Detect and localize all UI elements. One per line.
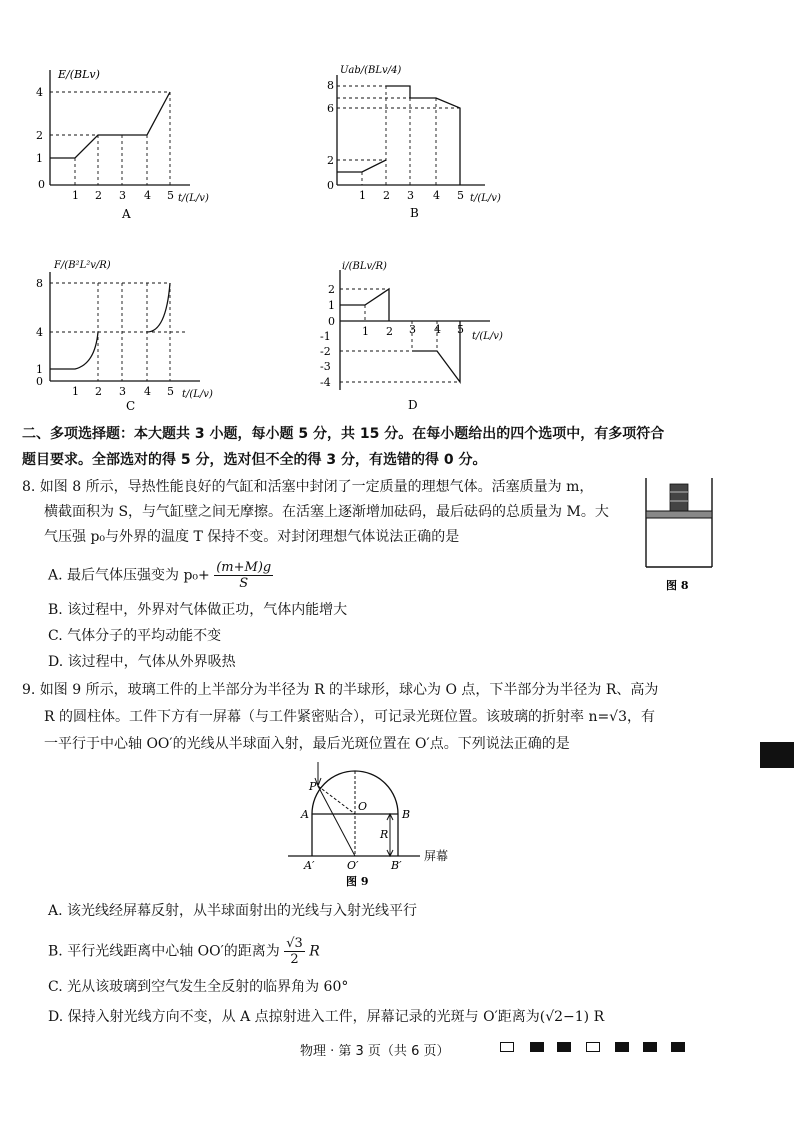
chart-a-ytick: 2 — [36, 129, 43, 142]
chart-a-ytick: 0 — [38, 178, 45, 191]
chart-d-ytick: 1 — [328, 299, 335, 312]
q8-option-d[interactable]: D. 该过程中，气体从外界吸热 — [48, 654, 236, 670]
figure-9-label: 图 9 — [346, 875, 369, 888]
chart-c-xlabel: t/(L/v) — [182, 389, 213, 400]
chart-a — [30, 60, 230, 225]
fraction-numerator: √3 — [286, 936, 303, 951]
chart-a-xtick: 2 — [95, 189, 102, 202]
section-heading: 二、多项选择题：本大题共 3 小题，每小题 5 分，共 15 分。在每小题给出的四个选项中，有多项符合 — [22, 426, 665, 442]
footer-mark-icon — [671, 1042, 685, 1052]
q8-stem: 8. 如图 8 所示，导热性能良好的气缸和活塞中封闭了一定质量的理想气体。活塞质量为 m， — [22, 479, 594, 495]
chart-d-xtick: 2 — [386, 325, 393, 338]
chart-b-xtick: 5 — [457, 189, 464, 202]
chart-b-xlabel: t/(L/v) — [470, 193, 501, 204]
q8-option-a-fraction — [214, 560, 273, 591]
chart-c-xtick: 5 — [167, 385, 174, 398]
chart-d-xtick: 5 — [457, 323, 464, 336]
q8-stem: 横截面积为 S，与气缸壁之间无摩擦。在活塞上逐渐增加砝码，最后砝码的总质量为 M。大 — [44, 504, 609, 520]
q9-option-b-unit: R — [309, 943, 320, 960]
chart-c-xtick: 2 — [95, 385, 102, 398]
q9-stem: 9. 如图 9 所示，玻璃工件的上半部分为半径为 R 的半球形，球心为 O 点，下半部分为半径为 R、高为 — [22, 682, 659, 698]
chart-b — [327, 55, 530, 225]
q8-option-a[interactable] — [48, 560, 273, 591]
fig9-label-o: O — [358, 800, 368, 813]
chart-b-ytick: 8 — [327, 79, 334, 92]
chart-b-xtick: 1 — [359, 189, 366, 202]
chart-c — [30, 250, 230, 415]
footer-mark-icon — [615, 1042, 629, 1052]
fraction-denominator: 2 — [290, 952, 299, 967]
q9-stem: R 的圆柱体。工件下方有一屏幕（与工件紧密贴合），可记录光斑位置。该玻璃的折射率 n=√3，有 — [44, 709, 656, 725]
q9-option-d[interactable]: D. 保持入射光线方向不变，从 A 点掠射进入工件，屏幕记录的光斑与 O′距离为(√2−1) R — [48, 1009, 605, 1025]
q9-option-c[interactable]: C. 光从该玻璃到空气发生全反射的临界角为 60° — [48, 979, 349, 995]
q9-option-b-fraction — [284, 936, 305, 967]
chart-b-xtick: 3 — [407, 189, 414, 202]
chart-d-ytick: 2 — [328, 283, 335, 296]
chart-a-xtick: 5 — [167, 189, 174, 202]
fig9-label-a1: A′ — [304, 859, 315, 872]
q8-option-b[interactable]: B. 该过程中，外界对气体做正功，气体内能增大 — [48, 602, 348, 618]
fig9-label-b1: B′ — [391, 859, 402, 872]
chart-b-ytick: 6 — [327, 102, 334, 115]
chart-c-ytick: 0 — [36, 375, 43, 388]
chart-b-xtick: 2 — [383, 189, 390, 202]
fig9-label-p: P — [309, 780, 317, 793]
chart-b-ytick: 0 — [327, 179, 334, 192]
chart-b-xtick: 4 — [433, 189, 440, 202]
chart-c-caption: C — [126, 399, 136, 413]
page-edge-tab — [760, 742, 794, 768]
chart-a-xtick: 3 — [119, 189, 126, 202]
chart-a-caption: A — [122, 207, 131, 221]
chart-d — [320, 255, 520, 415]
q9-stem: 一平行于中心轴 OO′的光线从半球面入射，最后光斑位置在 O′点。下列说法正确的是 — [44, 736, 570, 752]
footer-mark-icon — [500, 1042, 514, 1052]
chart-b-ylabel: Uab/(BLv/4) — [340, 65, 402, 76]
chart-c-xtick: 3 — [119, 385, 126, 398]
chart-d-xlabel: t/(L/v) — [472, 331, 503, 342]
section-heading-cont: 题目要求。全部选对的得 5 分，选对但不全的得 3 分，有选错的得 0 分。 — [22, 452, 487, 468]
chart-a-ytick: 4 — [36, 86, 43, 99]
chart-a-xlabel: t/(L/v) — [178, 193, 209, 204]
fig9-label-b: B — [402, 808, 411, 821]
chart-a-xtick: 1 — [72, 189, 79, 202]
chart-d-ytick: -3 — [320, 360, 331, 373]
q9-option-b-text: B. 平行光线距离中心轴 OO′的距离为 — [48, 943, 280, 960]
q9-option-b[interactable] — [48, 936, 320, 967]
footer-mark-icon — [530, 1042, 544, 1052]
chart-c-ytick: 1 — [36, 363, 43, 376]
chart-d-ytick: -2 — [320, 345, 331, 358]
chart-c-ytick: 8 — [36, 277, 43, 290]
chart-d-xtick: 4 — [434, 323, 441, 336]
fraction-denominator: S — [239, 576, 249, 591]
chart-d-ytick: -1 — [320, 330, 331, 343]
figure-8-label: 图 8 — [666, 579, 689, 592]
chart-d-xtick: 3 — [409, 323, 416, 336]
chart-c-ylabel: F/(B²L²v/R) — [54, 260, 111, 271]
chart-a-ytick: 1 — [36, 152, 43, 165]
footer-mark-icon — [586, 1042, 600, 1052]
footer-mark-icon — [643, 1042, 657, 1052]
q9-option-a[interactable]: A. 该光线经屏幕反射，从半球面射出的光线与入射光线平行 — [48, 903, 418, 919]
chart-c-ytick: 4 — [36, 326, 43, 339]
chart-c-xtick: 1 — [72, 385, 79, 398]
q8-option-c[interactable]: C. 气体分子的平均动能不变 — [48, 628, 222, 644]
fraction-numerator: (m+M)g — [216, 560, 272, 575]
footer-mark-icon — [557, 1042, 571, 1052]
figure-8-cylinder — [638, 472, 723, 602]
chart-d-ytick: -4 — [320, 376, 331, 389]
page-footer: 物理 · 第 3 页（共 6 页） — [300, 1044, 450, 1059]
chart-b-caption: B — [410, 206, 419, 220]
chart-b-ytick: 2 — [327, 154, 334, 167]
chart-d-xtick: 1 — [362, 325, 369, 338]
chart-a-ylabel: E/(BLv) — [58, 68, 100, 81]
fig9-label-a: A — [301, 808, 309, 821]
q8-stem: 气压强 p₀与外界的温度 T 保持不变。对封闭理想气体说法正确的是 — [44, 529, 460, 545]
chart-c-xtick: 4 — [144, 385, 151, 398]
fig9-label-o1: O′ — [347, 859, 359, 872]
chart-a-xtick: 4 — [144, 189, 151, 202]
fig9-label-r: R — [380, 828, 389, 841]
figure-9-glass — [280, 758, 480, 890]
chart-d-ylabel: i/(BLv/R) — [342, 261, 387, 272]
chart-d-caption: D — [408, 398, 418, 412]
q8-option-a-text: A. 最后气体压强变为 p₀+ — [48, 567, 210, 584]
chart-d-ytick: 0 — [328, 315, 335, 328]
fig9-label-screen: 屏幕 — [424, 849, 449, 863]
